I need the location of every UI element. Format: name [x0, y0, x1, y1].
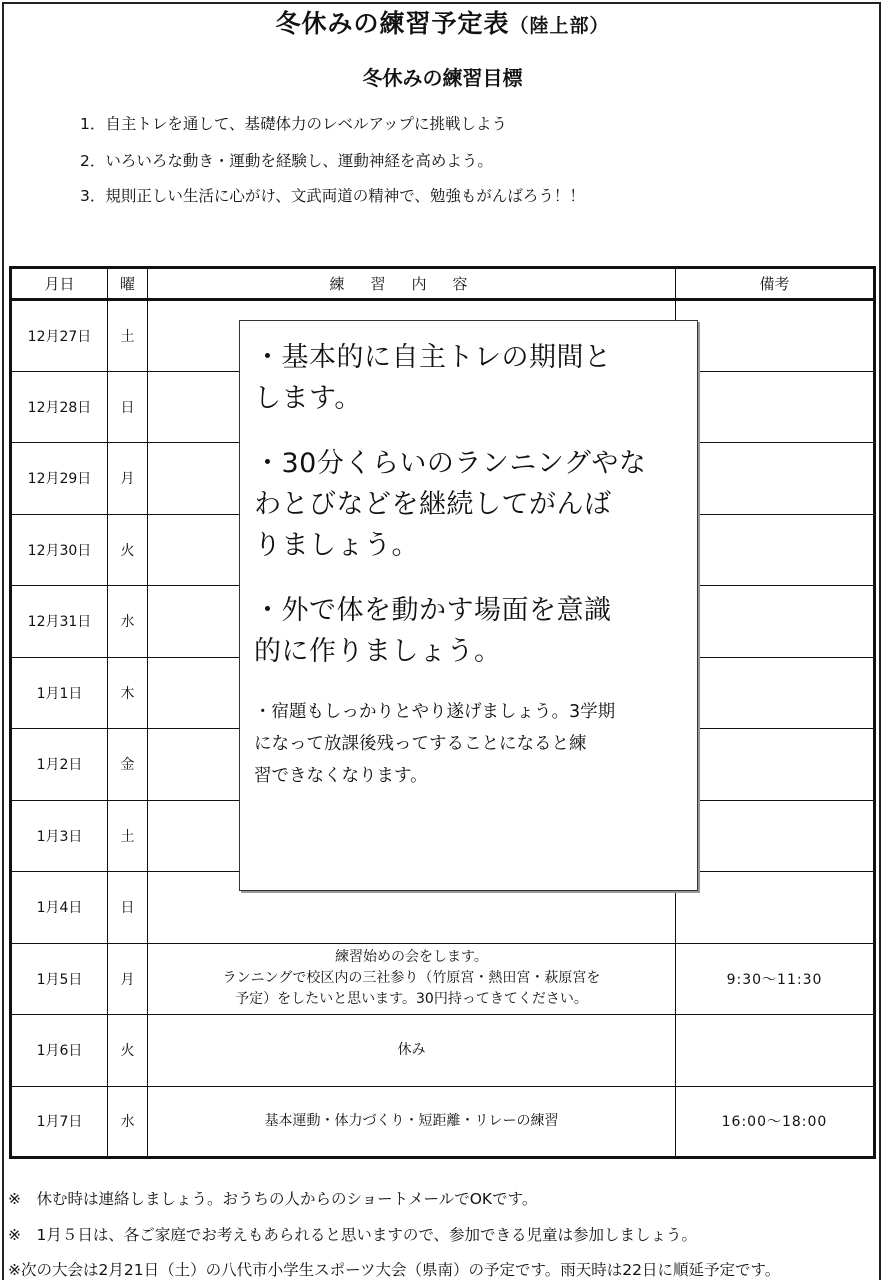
row-notes	[676, 300, 875, 372]
row-day: 金	[108, 729, 148, 801]
notice-line: わとびなどを継続してがんば	[254, 489, 612, 520]
row-date: 12月30日	[11, 514, 108, 586]
row-notes	[676, 872, 875, 944]
row-date: 1月1日	[11, 657, 108, 729]
notice-line: 習できなくなります。	[254, 766, 428, 786]
row-notes	[676, 1015, 875, 1087]
row-day: 木	[108, 657, 148, 729]
header-date: 月日	[11, 268, 108, 300]
row-date: 1月2日	[11, 729, 108, 801]
footnote: ※ 休む時は連絡しましょう。おうちの人からのショートメールでOKです。	[8, 1190, 538, 1208]
row-day: 土	[108, 300, 148, 372]
notice-line: ・基本的に自主トレの期間と	[254, 342, 612, 373]
row-notes	[676, 443, 875, 515]
notice-line: ・宿題もしっかりとやり遂げましょう。3学期	[254, 702, 616, 722]
row-day: 日	[108, 371, 148, 443]
notice-line: ・外で体を動かす場面を意識	[254, 595, 612, 626]
row-date: 1月7日	[11, 1086, 108, 1158]
row-notes	[676, 586, 875, 658]
row-date: 12月31日	[11, 586, 108, 658]
page-title	[0, 4, 885, 40]
row-day: 火	[108, 514, 148, 586]
notice-line: になって放課後残ってすることになると練	[254, 734, 587, 754]
table-header-row	[11, 268, 875, 300]
row-content: 基本運動・体力づくり・短距離・リレーの練習	[148, 1086, 676, 1158]
row-day: 水	[108, 1086, 148, 1158]
row-day: 月	[108, 443, 148, 515]
table-row	[11, 1015, 875, 1087]
content-line: 練習始めの会をします。	[335, 949, 488, 966]
row-date: 1月6日	[11, 1015, 108, 1087]
notice-line: 的に作りましょう。	[254, 636, 502, 667]
row-date: 12月28日	[11, 371, 108, 443]
row-day: 月	[108, 943, 148, 1015]
footnote: ※次の大会は2月21日（土）の八代市小学生スポーツ大会（県南）の予定です。雨天時は22日に順延予定です。	[8, 1261, 781, 1279]
row-date: 12月29日	[11, 443, 108, 515]
row-content	[148, 943, 676, 1015]
notice-line: りましょう。	[254, 530, 419, 561]
row-notes	[676, 514, 875, 586]
row-notes	[676, 371, 875, 443]
row-content: 休み	[148, 1015, 676, 1087]
row-date: 1月5日	[11, 943, 108, 1015]
row-date: 1月4日	[11, 872, 108, 944]
header-day: 曜	[108, 268, 148, 300]
title-sub: （陸上部）	[509, 15, 610, 37]
row-notes	[676, 800, 875, 872]
notice-line: します。	[254, 383, 362, 414]
header-notes: 備考	[676, 268, 875, 300]
row-notes: 9:30～11:30	[676, 943, 875, 1015]
footnote: ※ 1月５日は、各ご家庭でお考えもあられると思いますので、参加できる児童は参加しましょう。	[8, 1226, 698, 1244]
content-line: 予定）をしたいと思います。30円持ってきてください。	[235, 991, 588, 1008]
row-day: 土	[108, 800, 148, 872]
title-main: 冬休みの練習予定表	[275, 9, 510, 38]
header-content: 練習内容	[148, 268, 676, 300]
row-notes: 16:00～18:00	[676, 1086, 875, 1158]
row-notes	[676, 657, 875, 729]
notice-paragraph	[254, 337, 681, 419]
content-line: ランニングで校区内の三社参り（竹原宮・熱田宮・萩原宮を	[222, 970, 601, 987]
row-date: 12月27日	[11, 300, 108, 372]
table-row	[11, 1086, 875, 1158]
row-notes	[676, 729, 875, 801]
notice-box	[239, 320, 698, 891]
notice-line: ・30分くらいのランニングやな	[254, 448, 647, 479]
notice-paragraph	[254, 696, 681, 792]
row-day: 日	[108, 872, 148, 944]
row-date: 1月3日	[11, 800, 108, 872]
notice-paragraph	[254, 443, 681, 566]
table-row	[11, 943, 875, 1015]
row-day: 水	[108, 586, 148, 658]
goals-heading: 冬休みの練習目標	[362, 66, 523, 90]
goal-item: 1．自主トレを通して、基礎体力のレベルアップに挑戦しよう	[80, 115, 507, 133]
notice-paragraph	[254, 590, 681, 672]
goal-item: 3．規則正しい生活に心がけ、文武両道の精神で、勉強もがんばろう！！	[80, 187, 585, 205]
goal-item: 2．いろいろな動き・運動を経験し、運動神経を高めよう。	[80, 152, 493, 170]
row-day: 火	[108, 1015, 148, 1087]
